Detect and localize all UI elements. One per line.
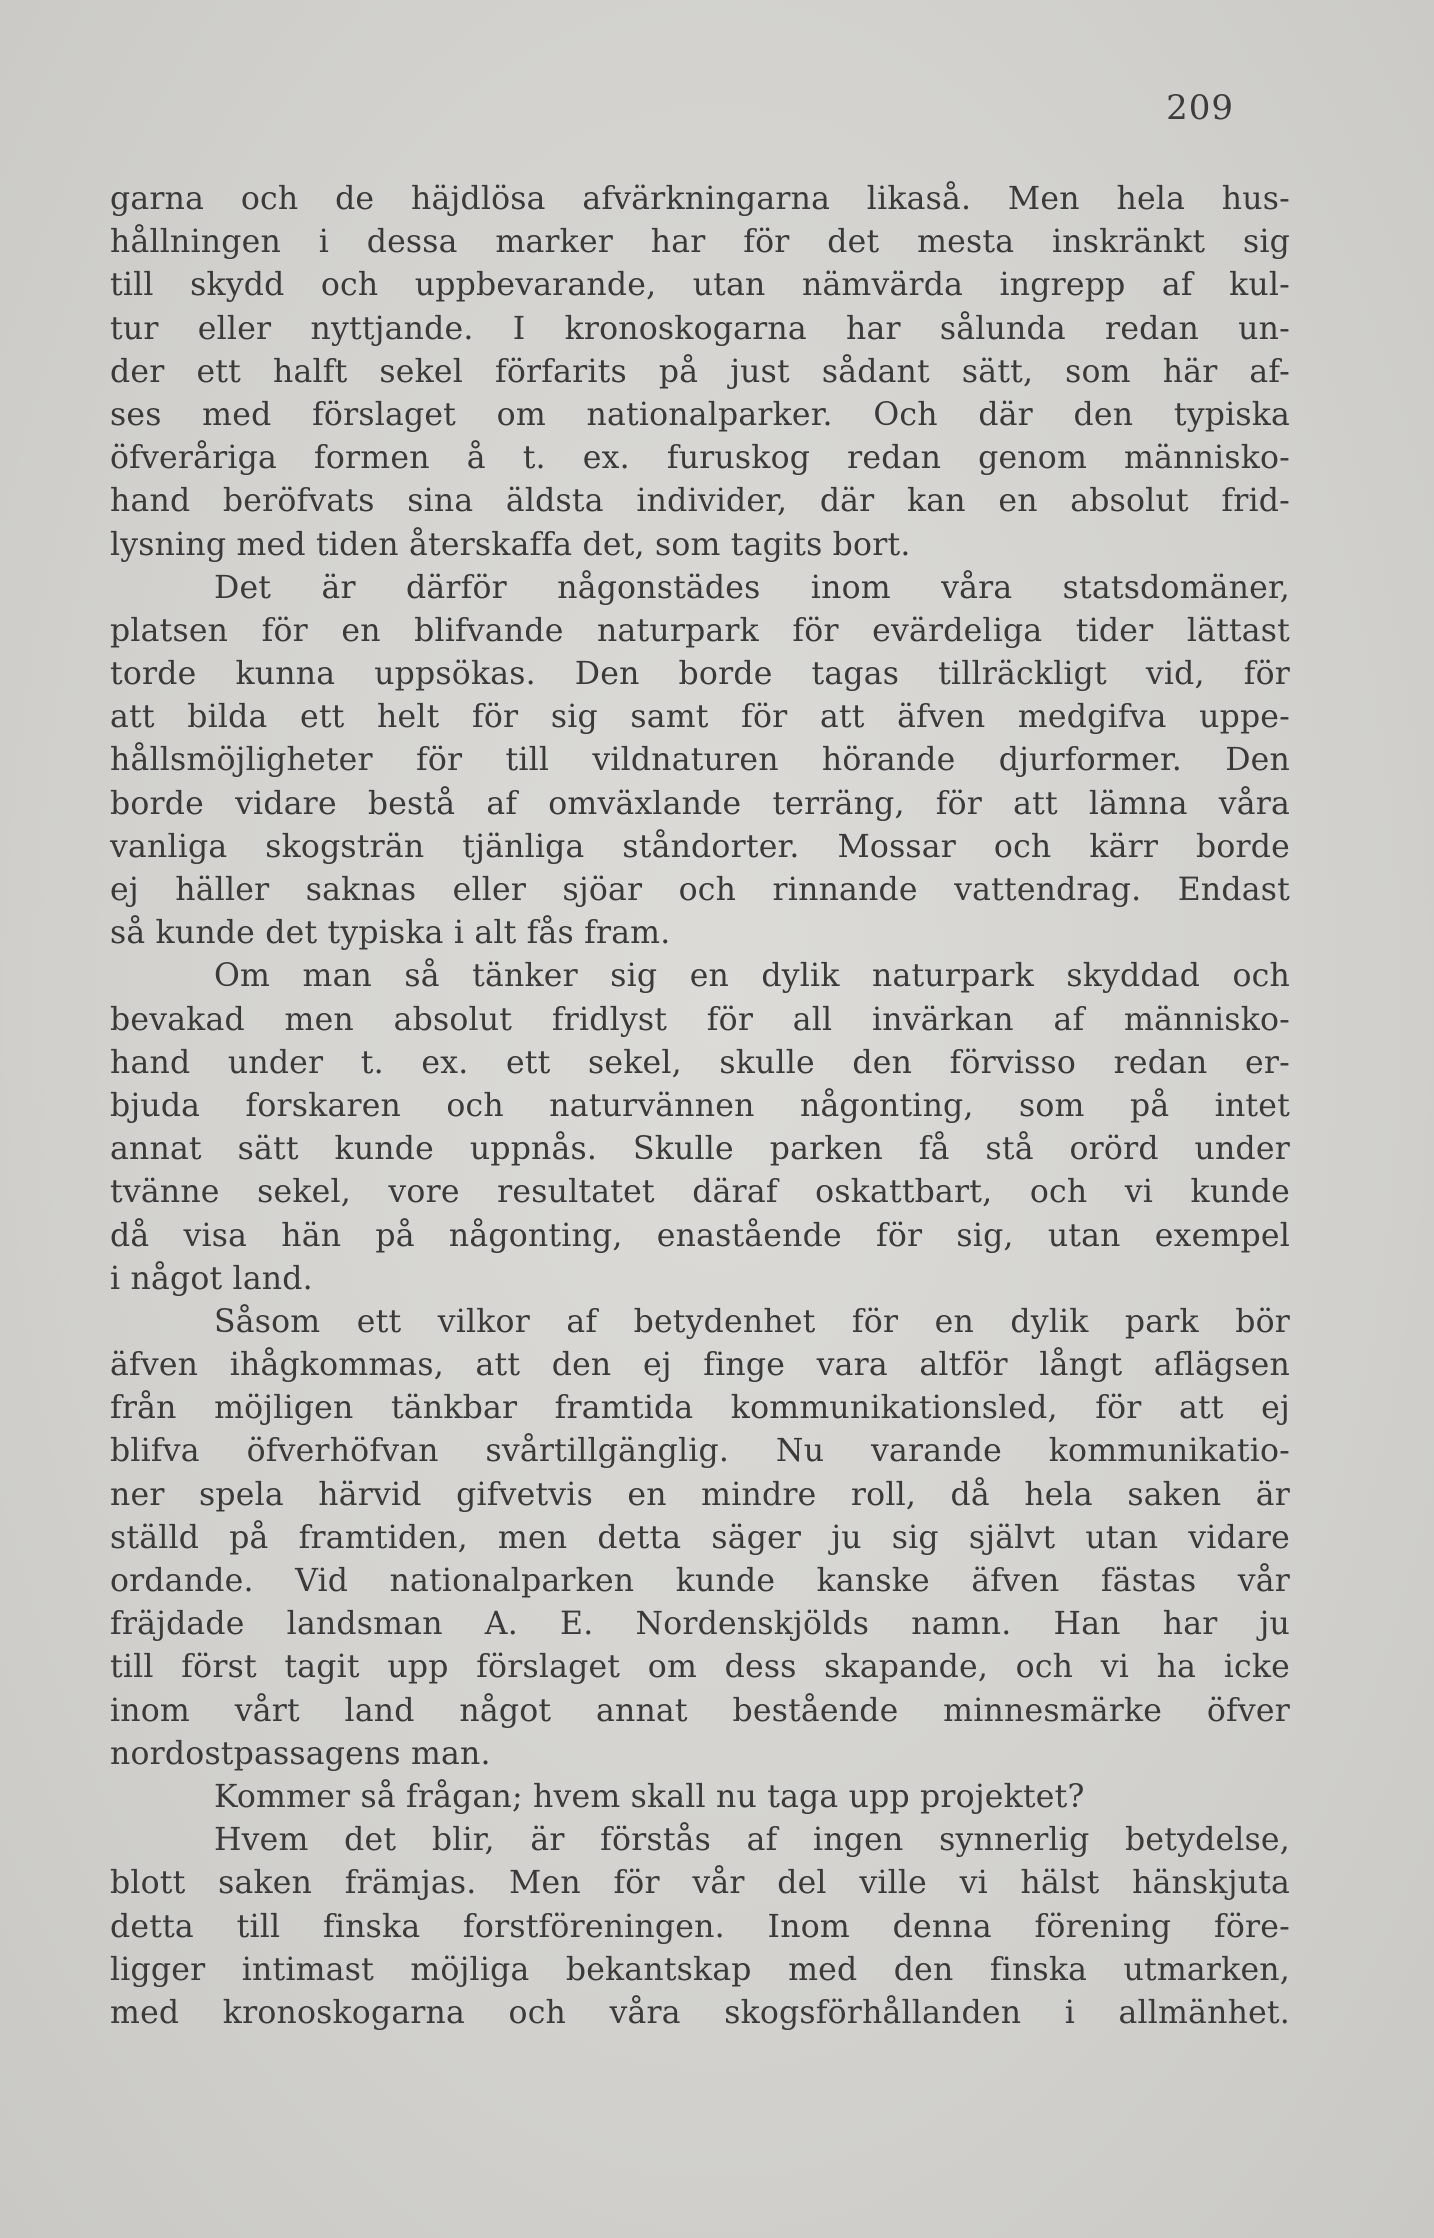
text-line: inom vårt land något annat bestående minnesmärke öfver: [110, 1692, 1290, 1729]
text-line: hand under t. ex. ett sekel, skulle den förvisso redan er-: [110, 1044, 1290, 1081]
text-line: tur eller nyttjande. I kronoskogarna har sålunda redan un-: [110, 310, 1290, 347]
text-line: ej häller saknas eller sjöar och rinnande vattendrag. Endast: [110, 872, 1290, 908]
text-line: med kronoskogarna och våra skogsförhållanden i allmänhet.: [110, 1994, 1290, 2031]
text-line: blifva öfverhöfvan svårtillgänglig. Nu varande kommunikatio-: [110, 1433, 1290, 1470]
text-line: detta till finska forstföreningen. Inom denna förening före-: [110, 1908, 1290, 1945]
text-line: torde kunna uppsökas. Den borde tagas tillräckligt vid, för: [110, 656, 1290, 693]
paragraph-start-line: Hvem det blir, är förstås af ingen synnerlig betydelse,: [214, 1822, 1290, 1859]
text-line: borde vidare bestå af omväxlande terräng, för att lämna våra: [110, 785, 1290, 822]
text-line: så kunde det typiska i alt fås fram.: [110, 915, 671, 952]
page-number: 209: [1166, 88, 1234, 128]
text-line: ställd på framtiden, men detta säger ju sig självt utan vidare: [110, 1519, 1290, 1556]
text-line: bjuda forskaren och naturvännen någonting, som på intet: [110, 1087, 1290, 1124]
text-line: ner spela härvid gifvetvis en mindre roll, då hela saken är: [110, 1476, 1290, 1513]
text-line: till först tagit upp förslaget om dess skapande, och vi ha icke: [110, 1649, 1290, 1686]
text-line: att bilda ett helt för sig samt för att äfven medgifva uppe-: [110, 699, 1290, 736]
text-line: äfven ihågkommas, att den ej finge vara altför långt aflägsen: [110, 1347, 1290, 1384]
text-line: hållsmöjligheter för till vildnaturen hörande djurformer. Den: [110, 742, 1290, 779]
text-line: lysning med tiden återskaffa det, som tagits bort.: [110, 526, 911, 563]
text-line: hållningen i dessa marker har för det mesta inskränkt sig: [110, 224, 1290, 261]
text-line: i något land.: [110, 1260, 313, 1297]
text-line: ligger intimast möjliga bekantskap med den finska utmarken,: [110, 1951, 1290, 1988]
body-text: [110, 178, 1290, 2035]
paragraph-start-line: Om man så tänker sig en dylik naturpark skyddad och: [214, 958, 1290, 995]
text-line: platsen för en blifvande naturpark för evärdeliga tider lättast: [110, 612, 1290, 649]
paragraph-start-line: Såsom ett vilkor af betydenhet för en dylik park bör: [214, 1303, 1290, 1340]
text-line: från möjligen tänkbar framtida kommunikationsled, för att ej: [110, 1390, 1290, 1427]
paragraph-start-line: Det är därför någonstädes inom våra statsdomäner,: [214, 569, 1290, 606]
text-line: bevakad men absolut fridlyst för all invärkan af människo-: [110, 1001, 1290, 1038]
text-line: då visa hän på någonting, enastående för sig, utan exempel: [110, 1217, 1290, 1254]
text-line: till skydd och uppbevarande, utan nämvärda ingrepp af kul-: [110, 267, 1290, 304]
text-line: öfveråriga formen å t. ex. furuskog redan genom människo-: [110, 440, 1290, 477]
text-line: hand beröfvats sina äldsta individer, där kan en absolut frid-: [110, 483, 1290, 520]
text-line: tvänne sekel, vore resultatet däraf oskattbart, och vi kunde: [110, 1174, 1290, 1211]
text-line: nordostpassagens man.: [110, 1735, 491, 1772]
text-line: vanliga skogsträn tjänliga ståndorter. Mossar och kärr borde: [110, 828, 1290, 865]
text-line: annat sätt kunde uppnås. Skulle parken få stå orörd under: [110, 1131, 1290, 1168]
text-line: ordande. Vid nationalparken kunde kanske äfven fästas vår: [110, 1563, 1290, 1599]
text-line: fräjdade landsman A. E. Nordenskjölds namn. Han har ju: [110, 1606, 1290, 1643]
text-line: der ett halft sekel förfarits på just sådant sätt, som här af-: [110, 353, 1290, 390]
text-line: garna och de häjdlösa afvärkningarna likaså. Men hela hus-: [110, 181, 1290, 217]
text-line: blott saken främjas. Men för vår del ville vi hälst hänskjuta: [110, 1865, 1290, 1902]
text-line: ses med förslaget om nationalparker. Och där den typiska: [110, 396, 1290, 433]
paragraph-start-line: Kommer så frågan; hvem skall nu taga upp projektet?: [214, 1778, 1085, 1815]
